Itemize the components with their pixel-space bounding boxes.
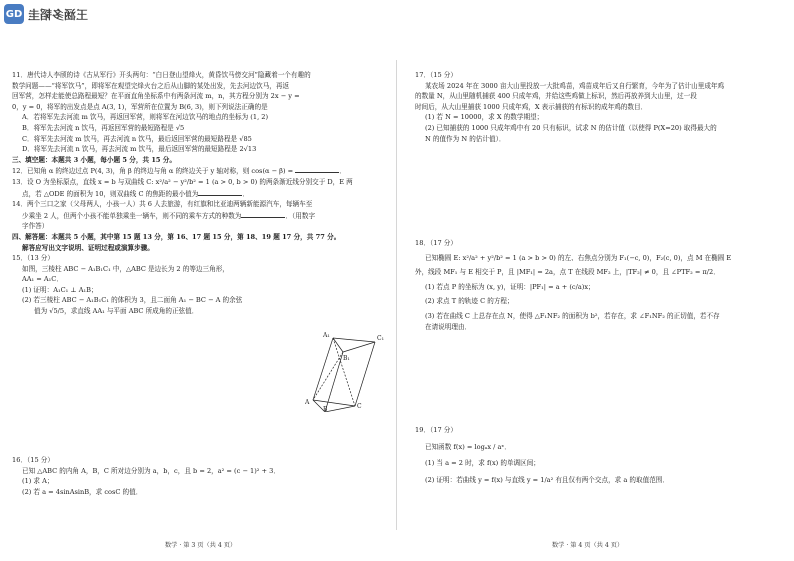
q19-heading: 19．（17 分） [415, 426, 457, 434]
question-19 [415, 425, 790, 485]
q17-part-2: (2) 已知捕获的 1000 只成年鸡中有 20 只有标识，试求 N 的估计值（以使得 P(X=20) 取得最大的 [425, 123, 717, 132]
question-14-cont: 字作答） [22, 222, 49, 231]
section-4-heading: 解答应写出文字说明、证明过程或演算步骤。 [22, 243, 154, 252]
q11-line: 11．唐代诗人李颀的诗《古从军行》开头两句：“白日登山望烽火，黄昏饮马傍交河”隐藏着一个有趣的 [12, 71, 311, 79]
q16-heading: 16．（15 分） [12, 456, 54, 464]
q15-part-2: (2) 若三棱柱 ABC − A₁B₁C₁ 的体积为 3，且二面角 A₁ − BC − A 的余弦 [22, 296, 243, 305]
q16-part-2: (2) 若 a = 4sinAsinB，求 cosC 的值． [22, 487, 143, 496]
right-page [397, 0, 794, 561]
watermark-text: 王涵多韬圭 [28, 7, 89, 22]
q19-part-1: (1) 当 a = 2 时，求 f(x) 的单调区间； [425, 459, 540, 468]
q18-part-1: (1) 若点 P 的坐标为 (x, y)，证明：|PF₁| = a + (c/a)x； [425, 282, 595, 291]
prism-figure [305, 330, 385, 412]
q19-line: 已知函数 f(x) = logₐx / aˣ． [425, 442, 511, 451]
q15-part-1: (1) 证明：A₁C₁ ⊥ A₁B； [22, 285, 98, 294]
section-3-heading: 三、填空题：本题共 3 小题，每小题 5 分，共 15 分。 [12, 155, 176, 164]
q19-part-2: (2) 证明：若曲线 y = f(x) 与直线 y = 1/a² 有且仅有两个交点，求 a 的取值范围． [425, 475, 669, 484]
q18-part-3-cont: 在请说明理由． [425, 322, 472, 331]
question-16 [12, 455, 392, 497]
brand-logo-icon: GD [4, 4, 24, 24]
page-footer-left: 数学 · 第 3 页（共 4 页） [165, 542, 237, 549]
q15-part-2-cont: 值为 √5/5，求直线 AA₁ 与平面 ABC 所成角的正弦值． [34, 307, 199, 316]
q11-option-b: B．将军先去河流 n 饮马，再返回军营的最短路程是 √5 [22, 123, 185, 132]
q17-heading: 17．（15 分） [415, 71, 457, 79]
page-footer-right: 数学 · 第 4 页（共 4 页） [552, 542, 624, 549]
answer-blank [295, 165, 339, 173]
question-13: 13．设 O 为坐标原点，直线 x = b 与双曲线 C: x²/a² − y²/b² = 1 (a > 0, b > 0) 的两条渐近线分别交于 D，E 两 [12, 177, 353, 186]
label-c: C [357, 403, 362, 410]
question-17 [415, 70, 790, 144]
q18-line: 外，线段 MF₁ 与 E 相交于 P，且 |MF₁| = 2a，点 T 在线段 MF₂ 上，|TF₂| ≠ 0，且 ∠PTF₂ = π/2． [415, 268, 720, 277]
q17-line: 某农场 2024 年在 3000 亩大山里投放一大批鸡苗，鸡苗成年后又自行繁育，今年为了估计山里成年鸡 [425, 81, 725, 90]
q18-part-3: (3) 若在曲线 C 上总存在点 N，使得 △F₁NF₂ 的面积为 b²，若存在，求 ∠F₁NF₂ 的正切值，若不存 [425, 311, 720, 320]
q16-part-1: (1) 求 A； [22, 477, 54, 486]
q11-option-d: D．将军先去河流 n 饮马，再去河流 m 饮马，最后返回军营的最短路程是 2√13 [22, 145, 257, 154]
q15-line: 如图，三棱柱 ABC − A₁B₁C₁ 中，△ABC 是边长为 2 的等边三角形， [22, 264, 229, 273]
q17-part-1: (1) 若 N = 10000，求 X 的数学期望； [425, 113, 544, 122]
label-c1: C₁ [377, 335, 384, 342]
q11-line: 数学问题——“将军饮马”，即将军在观望完烽火台之后从山脚的某处出发，先去河边饮马，再返 [12, 81, 290, 90]
question-14-cont: 少乘坐 2 人，但两个小孩不能单独乘坐一辆车，则不同的乘车方式的种数为 ．（用数字 [22, 211, 316, 220]
question-14: 14．两个三口之家（父母两人，小孩一人）共 6 人去旅游，有红旗和比亚迪两辆新能源汽车，每辆车至 [12, 200, 313, 209]
answer-blank [198, 188, 242, 196]
question-11 [12, 70, 392, 317]
question-15: 15．（13 分） [12, 254, 54, 263]
q16-line: 已知 △ABC 的内角 A，B，C 所对边分别为 a，b，c，且 b = 2，a² = (c − 1)² + 3． [22, 466, 280, 475]
q11-option-c: C．将军先去河流 m 饮马，再去河流 n 饮马，最后返回军营的最短路程是 √85 [22, 134, 252, 143]
label-a: A [305, 399, 310, 406]
question-13-cont: 点，若 △ODE 的面积为 10，则双曲线 C 的焦距的最小值为 ． [22, 189, 249, 198]
q17-line: 时间后，从大山里捕获 1000 只成年鸡，X 表示捕获的有标识的成年鸡的数目． [415, 102, 648, 111]
q15-line: AA₁ = A₁C． [22, 275, 63, 284]
q11-option-a: A．若将军先去河流 m 饮马，再返回军营，则将军在河边饮马的地点的坐标为 (1, 2) [22, 113, 269, 122]
label-b: B [323, 406, 328, 412]
answer-blank [241, 210, 285, 218]
q18-heading: 18．（17 分） [415, 239, 457, 247]
q11-line: 回军营，怎样走能使总路程最短？在平面直角坐标系中有两条河流 m，n，其方程分别为 2x − y = [12, 92, 300, 101]
label-a1: A₁ [323, 332, 330, 339]
q18-part-2: (2) 求点 T 的轨迹 C 的方程； [425, 297, 514, 306]
q17-line: 的数量 N，从山里随机捕获 400 只成年鸡，并给这些鸡做上标识，然后再放养到大山里，过一段 [415, 92, 697, 101]
q18-line: 已知椭圆 E: x²/a² + y²/b² = 1 (a > b > 0) 的左、右焦点分别为 F₁(−c, 0)，F₂(c, 0)，点 M 在椭圆 E [425, 253, 732, 262]
question-12: 12．已知角 α 的终边过点 P(4, 3)，角 β 的终边与角 α 的终边关于 y 轴对称，则 cos(α − β) = ． [12, 167, 346, 176]
label-b1: B₁ [343, 355, 350, 362]
q11-line: 0，y = 0，将军的出发点是点 A(3, 1)，军营所在位置为 B(6, 3)，则下列说法正确的是 [12, 102, 268, 111]
section-4-heading: 四、解答题：本题共 5 小题，其中第 15 题 13 分，第 16、17 题 15 分，第 18、19 题 17 分，共 77 分。 [12, 232, 341, 241]
question-18 [415, 238, 790, 332]
q17-part-2-cont: N 的值作为 N 的估计值）． [425, 134, 506, 143]
